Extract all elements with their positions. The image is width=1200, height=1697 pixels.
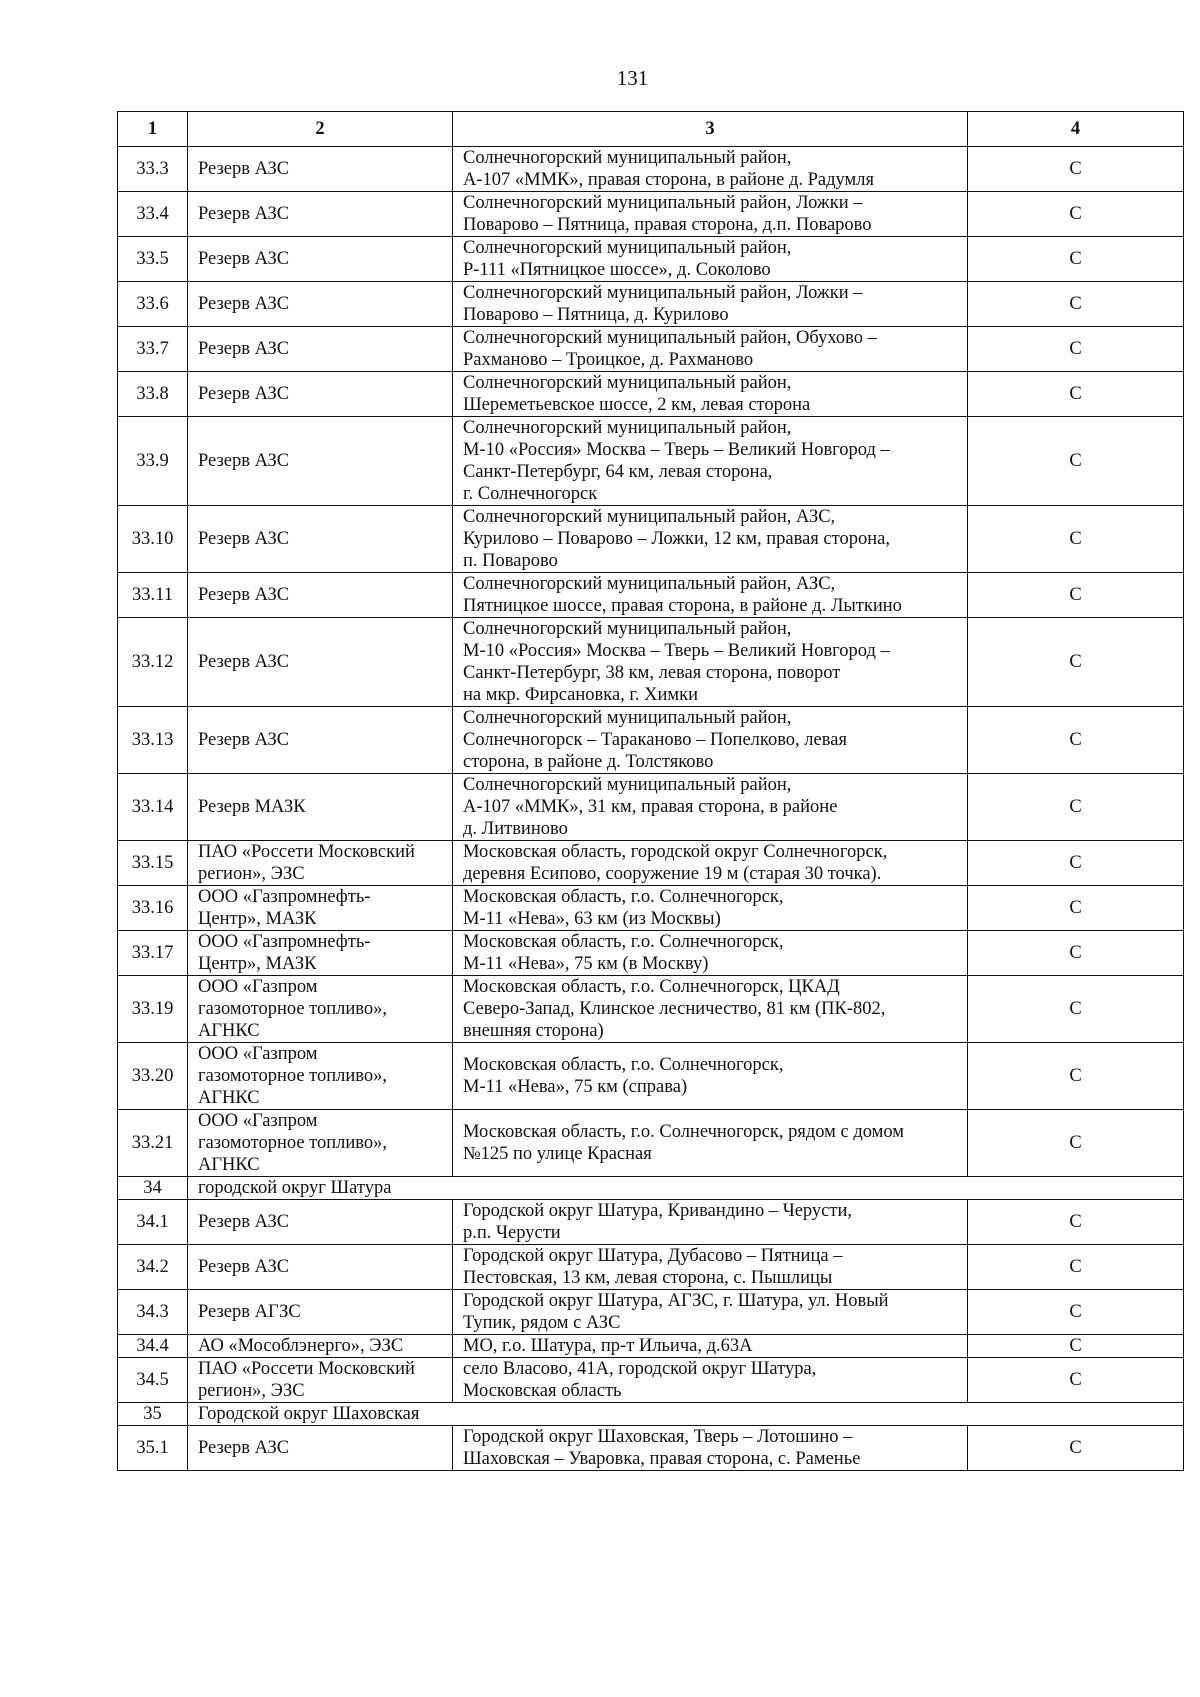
page-number: 131 <box>616 66 649 90</box>
location-line: Московская область, г.о. Солнечногорск, <box>463 887 784 907</box>
entity-name-line: Резерв АЗС <box>198 159 290 179</box>
location-line: М-11 «Нева», 75 км (в Москву) <box>463 954 709 974</box>
location <box>453 1245 968 1290</box>
row-number: 34 <box>118 1177 188 1200</box>
entity-name-line: ПАО «Россети Московский <box>198 1359 415 1379</box>
entity-name <box>188 618 453 707</box>
entity-name-line: Резерв АЗС <box>198 1212 290 1232</box>
entity-name <box>188 886 453 931</box>
location-line: Рахманово – Троицкое, д. Рахманово <box>463 350 754 370</box>
section-title: городской округ Шатура <box>188 1177 1184 1200</box>
entity-name-line: Резерв АГЗС <box>198 1302 301 1322</box>
row-number: 33.19 <box>118 976 188 1043</box>
table-row <box>118 841 1184 886</box>
section-row <box>118 1403 1184 1426</box>
location-line: №125 по улице Красная <box>463 1144 652 1164</box>
location-line: Солнечногорский муниципальный район, Ложки – <box>463 283 863 303</box>
category: С <box>968 192 1184 237</box>
table-row <box>118 573 1184 618</box>
table-row <box>118 886 1184 931</box>
entity-name <box>188 506 453 573</box>
row-number: 33.13 <box>118 707 188 774</box>
category: С <box>968 237 1184 282</box>
entity-name-line: Резерв АЗС <box>198 451 290 471</box>
location-line: М-11 «Нева», 63 км (из Москвы) <box>463 909 721 929</box>
category: С <box>968 1110 1184 1177</box>
location-line: МО, г.о. Шатура, пр-т Ильича, д.63А <box>463 1336 753 1356</box>
category: С <box>968 618 1184 707</box>
category: С <box>968 707 1184 774</box>
category: С <box>968 931 1184 976</box>
location-line: Северо-Запад, Клинское лесничество, 81 км (ПК-802, <box>463 999 886 1019</box>
entity-name <box>188 1290 453 1335</box>
row-number: 33.9 <box>118 417 188 506</box>
location-line: Солнечногорск – Тараканово – Попелково, левая <box>463 730 847 750</box>
entity-name <box>188 1335 453 1358</box>
table-row <box>118 1245 1184 1290</box>
entity-name <box>188 192 453 237</box>
entity-name <box>188 327 453 372</box>
row-number: 33.14 <box>118 774 188 841</box>
row-number: 33.5 <box>118 237 188 282</box>
location <box>453 1426 968 1471</box>
entity-name-line: газомоторное топливо», <box>198 999 388 1019</box>
location-line: Шаховская – Уваровка, правая сторона, с. Раменье <box>463 1449 861 1469</box>
location-line: сторона, в районе д. Толстяково <box>463 752 714 772</box>
location <box>453 886 968 931</box>
location <box>453 237 968 282</box>
location <box>453 1200 968 1245</box>
row-number: 33.7 <box>118 327 188 372</box>
table-row <box>118 707 1184 774</box>
row-number: 33.21 <box>118 1110 188 1177</box>
location-line: р.п. Черусти <box>463 1223 561 1243</box>
entity-name <box>188 1110 453 1177</box>
table-row <box>118 147 1184 192</box>
row-number: 33.4 <box>118 192 188 237</box>
row-number: 33.3 <box>118 147 188 192</box>
category: С <box>968 147 1184 192</box>
location-line: Московская область, г.о. Солнечногорск, ЦКАД <box>463 977 840 997</box>
location-line: М-11 «Нева», 75 км (справа) <box>463 1077 688 1097</box>
category: С <box>968 1426 1184 1471</box>
location-line: на мкр. Фирсановка, г. Химки <box>463 685 699 705</box>
location <box>453 774 968 841</box>
location-line: внешняя сторона) <box>463 1021 604 1041</box>
row-number: 33.17 <box>118 931 188 976</box>
location <box>453 1043 968 1110</box>
category: С <box>968 1290 1184 1335</box>
category: С <box>968 1358 1184 1403</box>
table-row <box>118 1290 1184 1335</box>
table-row <box>118 976 1184 1043</box>
entity-name <box>188 573 453 618</box>
entity-name-line: Резерв АЗС <box>198 294 290 314</box>
row-number: 34.4 <box>118 1335 188 1358</box>
location <box>453 1358 968 1403</box>
location-line: Городской округ Шатура, Кривандино – Черусти, <box>463 1201 853 1221</box>
entity-name <box>188 707 453 774</box>
row-number: 34.3 <box>118 1290 188 1335</box>
row-number: 35 <box>118 1403 188 1426</box>
entity-name-line: АГНКС <box>198 1021 260 1041</box>
location-line: Санкт-Петербург, 64 км, левая сторона, <box>463 462 773 482</box>
entity-name-line: ООО «Газпромнефть- <box>198 887 371 907</box>
location <box>453 1290 968 1335</box>
location-line: Пестовская, 13 км, левая сторона, с. Пышлицы <box>463 1268 833 1288</box>
entity-name-line: Резерв АЗС <box>198 339 290 359</box>
location <box>453 192 968 237</box>
category: С <box>968 1200 1184 1245</box>
entity-name-line: регион», ЭЗС <box>198 864 305 884</box>
table-row <box>118 931 1184 976</box>
category: С <box>968 841 1184 886</box>
row-number: 33.11 <box>118 573 188 618</box>
category: С <box>968 1335 1184 1358</box>
table-row <box>118 417 1184 506</box>
entity-name <box>188 147 453 192</box>
location-line: Р-111 «Пятницкое шоссе», д. Соколово <box>463 260 771 280</box>
location-line: Солнечногорский муниципальный район, <box>463 373 792 393</box>
location <box>453 372 968 417</box>
entity-name <box>188 1043 453 1110</box>
table-row <box>118 372 1184 417</box>
location-line: село Власово, 41А, городской округ Шатура, <box>463 1359 817 1379</box>
location <box>453 282 968 327</box>
entity-name-line: Центр», МАЗК <box>198 954 317 974</box>
location-line: Тупик, рядом с АЗС <box>463 1313 621 1333</box>
entity-name <box>188 237 453 282</box>
category: С <box>968 573 1184 618</box>
location-line: Солнечногорский муниципальный район, <box>463 775 792 795</box>
entity-name-line: ООО «Газпром <box>198 1044 318 1064</box>
header-col-4: 4 <box>968 112 1184 147</box>
row-number: 33.20 <box>118 1043 188 1110</box>
table-row <box>118 1110 1184 1177</box>
location-line: Солнечногорский муниципальный район, АЗС, <box>463 574 836 594</box>
entity-name <box>188 1358 453 1403</box>
location-line: Городской округ Шатура, Дубасово – Пятница – <box>463 1246 843 1266</box>
category: С <box>968 1043 1184 1110</box>
location-line: Пятницкое шоссе, правая сторона, в районе д. Лыткино <box>463 596 902 616</box>
location <box>453 1335 968 1358</box>
entity-name-line: Резерв АЗС <box>198 204 290 224</box>
section-title: Городской округ Шаховская <box>188 1403 1184 1426</box>
location-line: Поварово – Пятница, правая сторона, д.п. Поварово <box>463 215 872 235</box>
header-row <box>118 112 1184 147</box>
entity-name <box>188 931 453 976</box>
location-line: М-10 «Россия» Москва – Тверь – Великий Новгород – <box>463 440 890 460</box>
location-line: Солнечногорский муниципальный район, <box>463 238 792 258</box>
entity-name-line: ООО «Газпром <box>198 977 318 997</box>
row-number: 33.8 <box>118 372 188 417</box>
category: С <box>968 372 1184 417</box>
location-line: Солнечногорский муниципальный район, <box>463 148 792 168</box>
entity-name <box>188 976 453 1043</box>
row-number: 33.12 <box>118 618 188 707</box>
table-row <box>118 1426 1184 1471</box>
location-line: Городской округ Шаховская, Тверь – Лотошино – <box>463 1427 853 1447</box>
category: С <box>968 417 1184 506</box>
table-row <box>118 1043 1184 1110</box>
table-row <box>118 237 1184 282</box>
entity-name-line: Резерв АЗС <box>198 1257 290 1277</box>
location-line: А-107 «ММК», правая сторона, в районе д. Радумля <box>463 170 874 190</box>
row-number: 33.15 <box>118 841 188 886</box>
table-row <box>118 282 1184 327</box>
row-number: 33.16 <box>118 886 188 931</box>
category: С <box>968 976 1184 1043</box>
row-number: 34.2 <box>118 1245 188 1290</box>
row-number: 34.1 <box>118 1200 188 1245</box>
location-line: Солнечногорский муниципальный район, <box>463 619 792 639</box>
location <box>453 707 968 774</box>
category: С <box>968 774 1184 841</box>
entity-name-line: газомоторное топливо», <box>198 1066 388 1086</box>
location-line: Московская область, г.о. Солнечногорск, рядом с домом <box>463 1122 904 1142</box>
row-number: 35.1 <box>118 1426 188 1471</box>
section-row <box>118 1177 1184 1200</box>
entity-name-line: регион», ЭЗС <box>198 1381 305 1401</box>
stations-table <box>117 111 1184 1471</box>
entity-name <box>188 1200 453 1245</box>
location-line: Курилово – Поварово – Ложки, 12 км, правая сторона, <box>463 529 890 549</box>
location-line: Солнечногорский муниципальный район, Обухово – <box>463 328 877 348</box>
location <box>453 1110 968 1177</box>
header-col-2: 2 <box>188 112 453 147</box>
entity-name <box>188 417 453 506</box>
table-row <box>118 192 1184 237</box>
category: С <box>968 886 1184 931</box>
entity-name-line: Резерв АЗС <box>198 652 290 672</box>
entity-name-line: Резерв АЗС <box>198 249 290 269</box>
category: С <box>968 282 1184 327</box>
table-row <box>118 774 1184 841</box>
entity-name <box>188 1426 453 1471</box>
location-line: деревня Есипово, сооружение 19 м (старая 30 точка). <box>463 864 882 884</box>
location <box>453 931 968 976</box>
entity-name <box>188 841 453 886</box>
entity-name-line: газомоторное топливо», <box>198 1133 388 1153</box>
table-row <box>118 1200 1184 1245</box>
location-line: д. Литвиново <box>463 819 568 839</box>
entity-name-line: ПАО «Россети Московский <box>198 842 415 862</box>
location-line: Московская область, городской округ Солнечногорск, <box>463 842 888 862</box>
entity-name-line: Резерв МАЗК <box>198 797 306 817</box>
table-row <box>118 506 1184 573</box>
location <box>453 417 968 506</box>
location <box>453 147 968 192</box>
table-row <box>118 1358 1184 1403</box>
row-number: 33.6 <box>118 282 188 327</box>
location-line: г. Солнечногорск <box>463 484 598 504</box>
entity-name-line: Центр», МАЗК <box>198 909 317 929</box>
table-row <box>118 1335 1184 1358</box>
table-row <box>118 327 1184 372</box>
location-line: А-107 «ММК», 31 км, правая сторона, в районе <box>463 797 838 817</box>
entity-name-line: Резерв АЗС <box>198 1438 290 1458</box>
location-line: Солнечногорский муниципальный район, <box>463 708 792 728</box>
row-number: 33.10 <box>118 506 188 573</box>
entity-name-line: АО «Мособлэнерго», ЭЗС <box>198 1336 404 1356</box>
location <box>453 327 968 372</box>
entity-name-line: Резерв АЗС <box>198 384 290 404</box>
location-line: Санкт-Петербург, 38 км, левая сторона, поворот <box>463 663 841 683</box>
location <box>453 976 968 1043</box>
entity-name-line: ООО «Газпромнефть- <box>198 932 371 952</box>
entity-name-line: Резерв АЗС <box>198 529 290 549</box>
entity-name-line: АГНКС <box>198 1155 260 1175</box>
location-line: Солнечногорский муниципальный район, <box>463 418 792 438</box>
entity-name-line: АГНКС <box>198 1088 260 1108</box>
location-line: Московская область, г.о. Солнечногорск, <box>463 1055 784 1075</box>
table-row <box>118 618 1184 707</box>
location-line: Солнечногорский муниципальный район, АЗС, <box>463 507 836 527</box>
location-line: Солнечногорский муниципальный район, Ложки – <box>463 193 863 213</box>
location-line: Московская область <box>463 1381 622 1401</box>
location-line: п. Поварово <box>463 551 558 571</box>
entity-name-line: ООО «Газпром <box>198 1111 318 1131</box>
location-line: Поварово – Пятница, д. Курилово <box>463 305 729 325</box>
header-col-1: 1 <box>118 112 188 147</box>
entity-name <box>188 774 453 841</box>
entity-name-line: Резерв АЗС <box>198 730 290 750</box>
location <box>453 573 968 618</box>
header-col-3: 3 <box>453 112 968 147</box>
location <box>453 618 968 707</box>
row-number: 34.5 <box>118 1358 188 1403</box>
location-line: М-10 «Россия» Москва – Тверь – Великий Новгород – <box>463 641 890 661</box>
entity-name <box>188 282 453 327</box>
entity-name-line: Резерв АЗС <box>198 585 290 605</box>
location-line: Шереметьевское шоссе, 2 км, левая сторона <box>463 395 811 415</box>
location <box>453 506 968 573</box>
category: С <box>968 327 1184 372</box>
table-body <box>118 147 1184 1471</box>
location <box>453 841 968 886</box>
entity-name <box>188 372 453 417</box>
location-line: Московская область, г.о. Солнечногорск, <box>463 932 784 952</box>
location-line: Городской округ Шатура, АГЗС, г. Шатура, ул. Новый <box>463 1291 889 1311</box>
entity-name <box>188 1245 453 1290</box>
category: С <box>968 506 1184 573</box>
category: С <box>968 1245 1184 1290</box>
